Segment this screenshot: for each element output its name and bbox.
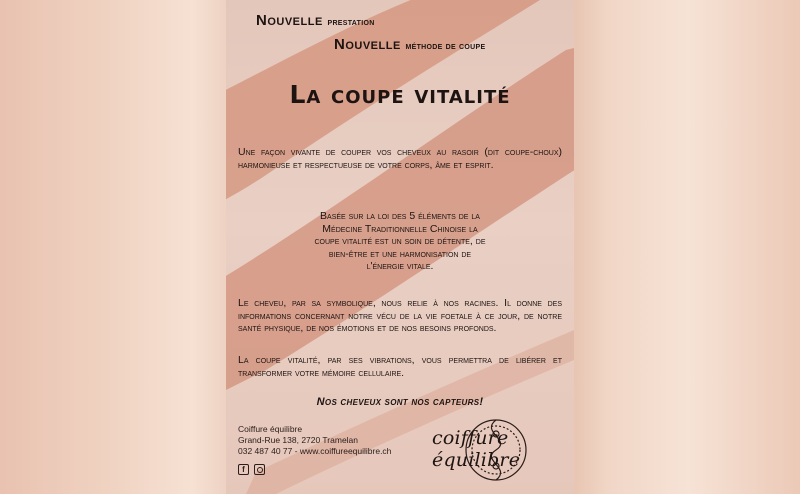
facebook-icon[interactable]: f bbox=[238, 464, 249, 475]
kicker-new-service: Nouvelle prestation bbox=[256, 12, 375, 29]
motto: Nos cheveux sont nos capteurs! bbox=[316, 396, 484, 408]
kicker-new-method: Nouvelle méthode de coupe bbox=[334, 36, 486, 53]
poster bbox=[226, 0, 574, 494]
instagram-icon[interactable] bbox=[254, 464, 265, 475]
phone-website: 032 487 40 77 - www.coiffureequilibre.ch bbox=[238, 446, 392, 456]
intro-paragraph: Une façon vivante de couper vos cheveux au rasoir (dit coupe-choux) harmonieuse et respectueuse de votre corps, âme et esprit. bbox=[238, 146, 562, 171]
logo-wordmark: coiffure équilibre bbox=[432, 427, 521, 471]
business-name: Coiffure équilibre bbox=[238, 424, 303, 434]
five-elements-paragraph: Basée sur la loi des 5 éléments de la Médecine Traditionnelle Chinoise la coupe vitalité est un soin de détente, de bien-être et une harmonisation de l'énergie vitale. bbox=[314, 210, 486, 272]
symbolism-paragraph: Le cheveu, par sa symbolique, nous relie à nos racines. Il donne des informations concernant notre vécu de la vie foetale à ce jour, de notre santé physique, de nos émotions et de nos besoins profonds. bbox=[238, 297, 562, 334]
address: Grand-Rue 138, 2720 Tramelan bbox=[238, 435, 359, 445]
contact-block bbox=[238, 424, 391, 457]
page-title: La coupe vitalité bbox=[289, 80, 511, 109]
social-links bbox=[238, 464, 265, 475]
vibration-paragraph: La coupe vitalité, par ses vibrations, vous permettra de libérer et transformer votre mémoire cellulaire. bbox=[238, 354, 562, 379]
